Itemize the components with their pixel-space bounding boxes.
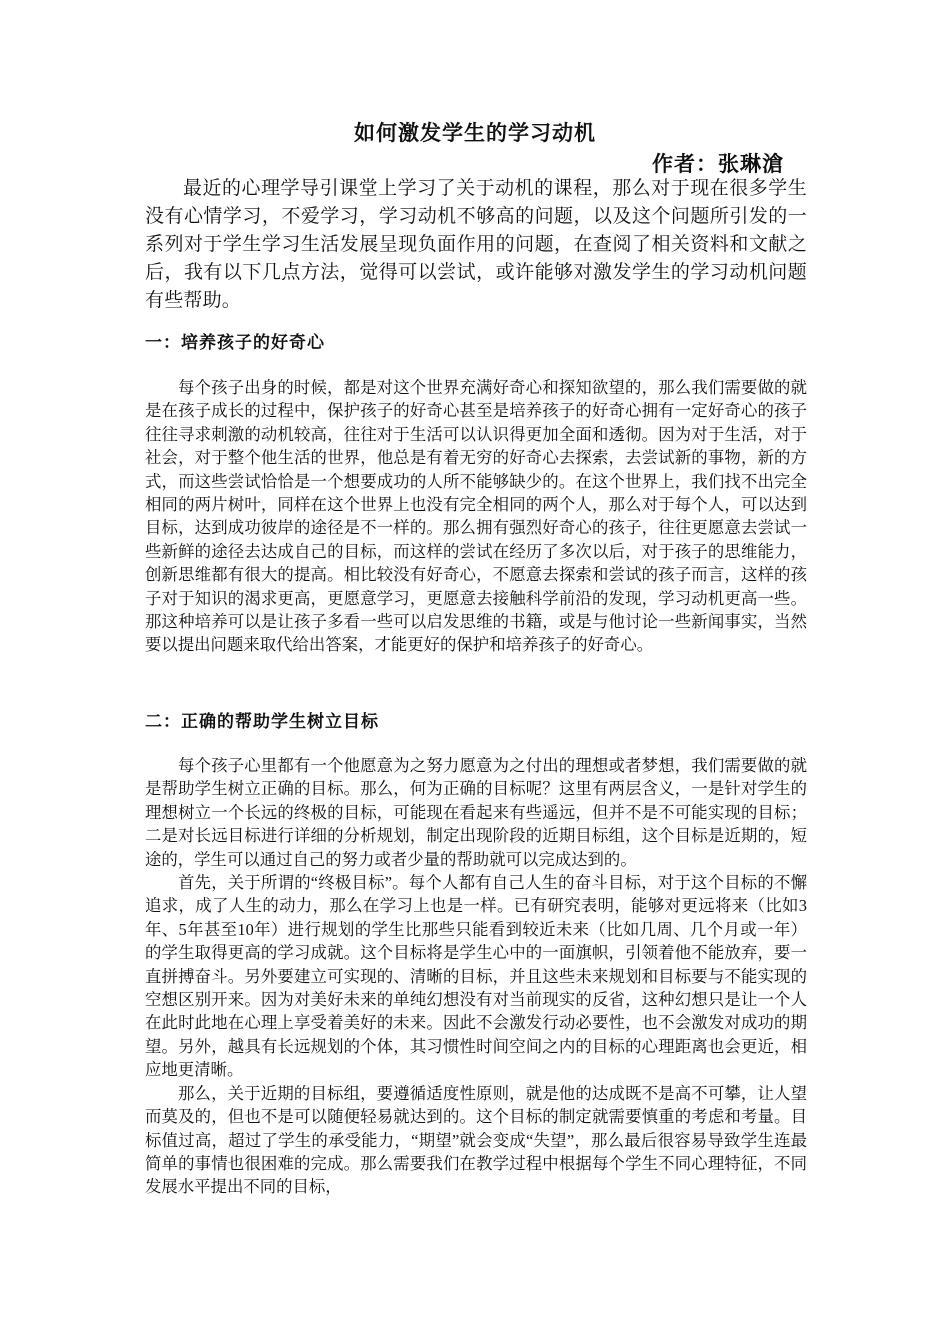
section-heading-goals: 二：正确的帮助学生树立目标: [145, 712, 379, 732]
body-paragraph: 每个孩子心里都有一个他愿意为之努力愿意为之付出的理想或者梦想，我们需要做的就是帮助学生树立正确的目标。那么，何为正确的目标呢？这里有两层含义，一是针对学生的理想树立一个长远的终极的目标，可能现在看起来有些遥远，但并不是不可能实现的目标；二是对长远目标进行详细的分析规划，制定出现阶段的近期目标组，这个目标是近期的，短途的，学生可以通过自己的努力或者少量的帮助就可以完成达到的。: [145, 756, 807, 869]
body-paragraph: 那么，关于近期的目标组，要遵循适度性原则，就是他的达成既不是高不可攀，让人望而莫及的，但也不是可以随便轻易就达到的。这个目标的制定就需要慎重的考虑和考量。目标值过高，超过了学生的承受能力，“期望”就会变成“失望”，那么最后很容易导致学生连最简单的事情也很困难的完成。那么需要我们在教学过程中根据每个学生不同心理特征，不同发展水平提出不同的目标，: [145, 1083, 807, 1197]
document-title: 如何激发学生的学习动机: [354, 120, 596, 145]
body-paragraph: 首先，关于所谓的“终极目标”。每个人都有自己人生的奋斗目标，对于这个目标的不懈追求，成了人生的动力，那么在学习上也是一样。已有研究表明，能够对更远将来（比如3年、5年甚至10年）进行规划的学生比那些只能看到较近未来（比如几周、几个月或一年）的学生取得更高的学习成就。这个目标将是学生心中的一面旗帜，引领着他不能放弃，要一直拼搏奋斗。另外要建立可实现的、清晰的目标，并且这些未来规划和目标要与不能实现的空想区别开来。因为对美好未来的单纯幻想没有对当前现实的反省，这种幻想只是让一个人在此时此地在心理上享受着美好的未来。因此不会激发行动必要性，也不会激发对成功的期望。另外，越具有长远规划的个体，其习惯性时间空间之内的目标的心理距离也会更近，相应地更清晰。: [145, 873, 807, 1080]
section-heading-curiosity: 一：培养孩子的好奇心: [145, 333, 325, 353]
author-line: 作者：张琳滄: [652, 151, 784, 176]
section-body-curiosity: [145, 376, 807, 657]
body-paragraph: 每个孩子出身的时候，都是对这个世界充满好奇心和探知欲望的，那么我们需要做的就是在孩子成长的过程中，保护孩子的好奇心甚至是培养孩子的好奇心拥有一定好奇心的孩子往往寻求刺激的动机较高，往往对于生活可以认识得更加全面和透彻。因为对于生活，对于社会，对于整个他生活的世界，他总是有着无穷的好奇心去探索，去尝试新的事物，新的方式，而这些尝试恰恰是一个想要成功的人所不能够缺少的。在这个世界上，我们找不出完全相同的两片树叶，同样在这个世界上也没有完全相同的两个人，那么对于每个人，可以达到目标，达到成功彼岸的途径是不一样的。那么拥有强烈好奇心的孩子，往往更愿意去尝试一些新鲜的途径去达成自己的目标，而这样的尝试在经历了多次以后，对于孩子的思维能力，创新思维都有很大的提高。相比较没有好奇心，不愿意去探索和尝试的孩子而言，这样的孩子对于知识的渴求更高，更愿意学习，更愿意去接触科学前沿的发现，学习动机更高一些。那这种培养可以是让孩子多看一些可以启发思维的书籍，或是与他讨论一些新闻事实，当然要以提出问题来取代给出答案，才能更好的保护和培养孩子的好奇心。: [145, 378, 807, 655]
section-body-goals: [145, 754, 807, 1199]
intro-paragraph: 最近的心理学导引课堂上学习了关于动机的课程，那么对于现在很多学生没有心情学习，不爱学习，学习动机不够高的问题，以及这个问题所引发的一系列对于学生学习生活发展呈现负面作用的问题，在查阅了相关资料和文献之后，我有以下几点方法，觉得可以尝试，或许能够对激发学生的学习动机问题有些帮助。: [145, 177, 807, 311]
